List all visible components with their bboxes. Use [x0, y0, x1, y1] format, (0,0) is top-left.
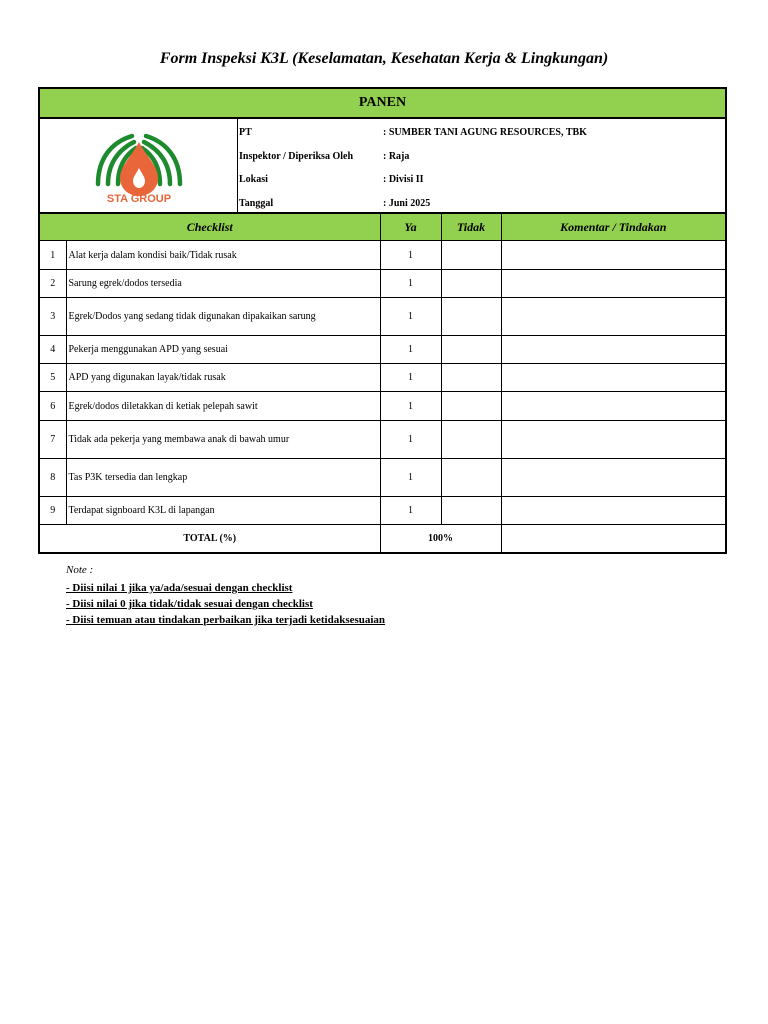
table-row [40, 241, 725, 270]
row-komentar[interactable] [501, 336, 725, 364]
note-item: - Diisi nilai 1 jika ya/ada/sesuai dengan checklist [66, 582, 293, 594]
header-komentar: Komentar / Tindakan [501, 214, 725, 241]
table-row [40, 421, 725, 459]
row-tidak[interactable] [441, 421, 501, 459]
table-row [40, 459, 725, 497]
total-komentar [501, 525, 725, 553]
row-komentar[interactable] [501, 298, 725, 336]
row-number: 8 [40, 459, 66, 497]
row-tidak[interactable] [441, 392, 501, 421]
info-value: : Raja [383, 150, 410, 162]
row-ya[interactable]: 1 [380, 270, 441, 298]
row-item: APD yang digunakan layak/tidak rusak [66, 364, 380, 392]
row-komentar[interactable] [501, 392, 725, 421]
notes [66, 564, 385, 630]
row-item: Tidak ada pekerja yang membawa anak di bawah umur [66, 421, 380, 459]
info-value: : Juni 2025 [383, 197, 431, 209]
row-number: 6 [40, 392, 66, 421]
row-ya[interactable]: 1 [380, 336, 441, 364]
info-row-tanggal [238, 192, 725, 216]
info-block [40, 119, 725, 214]
row-number: 3 [40, 298, 66, 336]
table-row [40, 497, 725, 525]
table-row [40, 298, 725, 336]
header-tidak: Tidak [441, 214, 501, 241]
row-ya[interactable]: 1 [380, 497, 441, 525]
total-row [40, 525, 725, 553]
row-item: Terdapat signboard K3L di lapangan [66, 497, 380, 525]
row-number: 5 [40, 364, 66, 392]
row-item: Sarung egrek/dodos tersedia [66, 270, 380, 298]
row-tidak[interactable] [441, 270, 501, 298]
table-row [40, 364, 725, 392]
row-komentar[interactable] [501, 421, 725, 459]
row-item: Alat kerja dalam kondisi baik/Tidak rusak [66, 241, 380, 270]
row-number: 9 [40, 497, 66, 525]
total-value: 100% [380, 525, 501, 553]
checklist-table [40, 214, 725, 552]
row-ya[interactable]: 1 [380, 459, 441, 497]
row-number: 7 [40, 421, 66, 459]
info-row-inspektor [238, 145, 725, 169]
info-label: PT [239, 127, 252, 139]
table-row [40, 392, 725, 421]
header-ya: Ya [380, 214, 441, 241]
info-value: : Divisi II [383, 174, 424, 186]
table-row [40, 270, 725, 298]
row-item: Egrek/Dodos yang sedang tidak digunakan dipakaikan sarung [66, 298, 380, 336]
logo-cell [40, 119, 238, 212]
row-tidak[interactable] [441, 459, 501, 497]
section-title: PANEN [40, 89, 725, 119]
form-title: Form Inspeksi K3L (Keselamatan, Kesehatan Kerja & Lingkungan) [159, 50, 609, 67]
row-komentar[interactable] [501, 459, 725, 497]
row-tidak[interactable] [441, 298, 501, 336]
table-row [40, 336, 725, 364]
header-checklist: Checklist [40, 214, 380, 241]
row-ya[interactable]: 1 [380, 241, 441, 270]
info-value: : SUMBER TANI AGUNG RESOURCES, TBK [383, 127, 587, 139]
table-header-row [40, 214, 725, 241]
info-label: Inspektor / Diperiksa Oleh [239, 150, 353, 162]
row-item: Pekerja menggunakan APD yang sesuai [66, 336, 380, 364]
row-number: 2 [40, 270, 66, 298]
row-ya[interactable]: 1 [380, 392, 441, 421]
row-komentar[interactable] [501, 270, 725, 298]
note-item: - Diisi nilai 0 jika tidak/tidak sesuai dengan checklist [66, 598, 313, 610]
row-number: 4 [40, 336, 66, 364]
row-ya[interactable]: 1 [380, 298, 441, 336]
row-komentar[interactable] [501, 364, 725, 392]
row-tidak[interactable] [441, 241, 501, 270]
row-komentar[interactable] [501, 497, 725, 525]
row-ya[interactable]: 1 [380, 364, 441, 392]
row-tidak[interactable] [441, 364, 501, 392]
inspection-form [38, 87, 727, 554]
row-komentar[interactable] [501, 241, 725, 270]
logo-text: STA GROUP [106, 192, 171, 204]
info-row-lokasi [238, 168, 725, 192]
info-label: Tanggal [239, 197, 274, 209]
total-label: TOTAL (%) [40, 525, 380, 553]
row-item: Egrek/dodos diletakkan di ketiak pelepah sawit [66, 392, 380, 421]
row-tidak[interactable] [441, 497, 501, 525]
sta-group-logo [84, 128, 194, 204]
row-tidak[interactable] [441, 336, 501, 364]
row-number: 1 [40, 241, 66, 270]
info-label: Lokasi [239, 174, 268, 186]
note-item: - Diisi temuan atau tindakan perbaikan jika terjadi ketidaksesuaian [66, 614, 386, 626]
info-row-pt [238, 121, 725, 145]
row-item: Tas P3K tersedia dan lengkap [66, 459, 380, 497]
row-ya[interactable]: 1 [380, 421, 441, 459]
note-label: Note : [66, 564, 94, 576]
info-rows [238, 119, 725, 212]
